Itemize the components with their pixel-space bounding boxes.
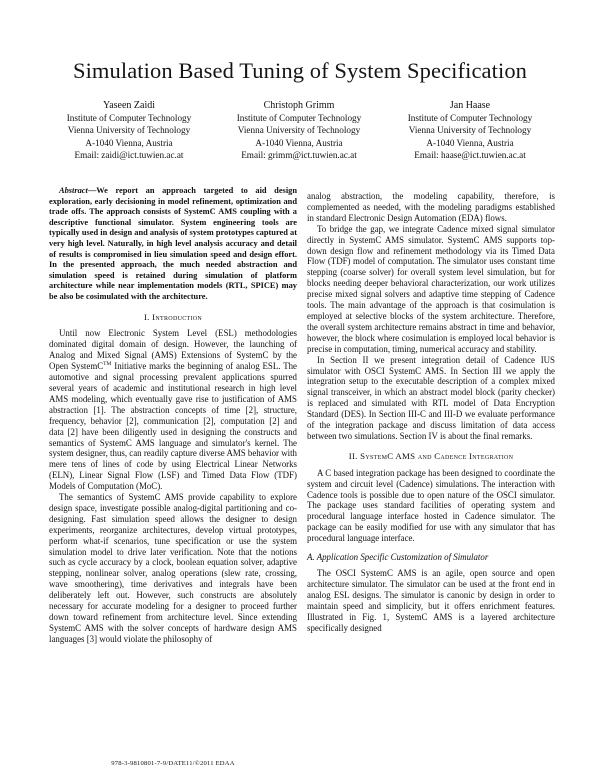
author-email: Email: haase@ict.tuwien.ac.at <box>414 150 526 161</box>
author-affiliation: Institute of Computer Technology <box>407 113 533 123</box>
right-column <box>307 191 555 633</box>
author-university: Vienna University of Technology <box>408 125 532 136</box>
author-address: A-1040 Vienna, Austria <box>85 137 173 148</box>
author-affiliation: Institute of Computer Technology <box>66 113 192 123</box>
author-name: Christoph Grimm <box>263 100 335 111</box>
author-card <box>209 99 389 162</box>
body-paragraph: analog abstraction, the modeling capability, therefore, is complemented as needed, with the modeling paradigms established in standard Electronic Design Automation (EDA) flows. <box>307 191 555 223</box>
author-name: Jan Haase <box>449 100 491 111</box>
author-name: Yaseen Zaidi <box>102 100 156 111</box>
subsection-heading: A. Application Specific Customization of Simulator <box>307 552 489 563</box>
abstract-label: Abstract <box>59 186 88 195</box>
section-heading-integration: II. SystemC AMS and Cadence Integration <box>348 450 514 461</box>
author-address: A-1040 Vienna, Austria <box>426 137 514 148</box>
author-affiliation: Institute of Computer Technology <box>236 113 362 123</box>
author-address: A-1040 Vienna, Austria <box>255 137 343 148</box>
author-block <box>0 99 600 165</box>
author-email: Email: zaidi@ict.tuwien.ac.at <box>74 150 184 161</box>
intro-text: Until now Electronic System Level (ESL) methodologies dominated digital domain of design. However, the launching of Analog and Mixed Signal (AMS) Extensions of SystemC by the Open SystemC <box>49 328 297 372</box>
author-card <box>39 99 219 162</box>
author-university: Vienna University of Technology <box>67 125 191 136</box>
trademark-mark: TM <box>103 361 112 368</box>
intro-paragraph <box>49 328 297 492</box>
author-card <box>380 99 560 162</box>
author-email: Email: grimm@ict.tuwien.ac.at <box>241 150 357 161</box>
left-column <box>49 186 297 645</box>
body-paragraph: In Section II we present integration detail of Cadence IUS simulator with OSCI SystemC AMS. In Section III we apply the integration setup to the executable description of a complex mixed signal transceiver, in which an abstract model block (parity checker) is replaced and simulated with RTL model of Data Encryption Standard (DES). In Section III-C and III-D we evaluate performance of the integration package and discuss limitation of data access between two simulations. Section IV is about the final remarks. <box>307 354 555 441</box>
abstract <box>49 186 297 303</box>
intro-text: Initiative marks the beginning of analog ESL. The automotive and signal processing prevalent applications spurred several years of academic and institutional research in high level AMS modeling, which eventually gave rise to justification of AMS abstraction [1]. The abstraction concepts of time [2], structure, frequency, behavior [2], communication [2], computation [2] and data [2] have been diligently used in designing the constructs and semantics of SystemC AMS language and simulator's kernel. The system designer, thus, can readily capture diverse AMS behavior with mere tens of lines of code by using Electrical Linear Networks (ELN), Linear Signal Flow (LSF) and Timed Data Flow (TDF) Models of Computation (MoC). <box>49 361 298 492</box>
body-paragraph: The OSCI SystemC AMS is an agile, open source and open architecture simulator. The simulator can be used at the front end in analog ESL designs. The simulator is canonic by design in order to maintain speed and simplicity, but it offers enrichment features. Illustrated in Fig. 1, SystemC AMS is a layered architecture specifically designed <box>307 568 555 633</box>
body-paragraph: To bridge the gap, we integrate Cadence mixed signal simulator directly in SystemC AMS simulator. SystemC AMS supports top-down design flow and refinement methodology via its Timed Data Flow (TDF) model of computation. The simulator uses constant time stepping (coarse solver) for overall system level simulation, but for blocks needing deeper behavioral characterization, our work utilizes precise mixed signal solvers and adaptive time stepping of Cadence tools. The main advantage of the approach is that cosimulation is employed at selective blocks of the system architecture. Therefore, the overall system architecture remains abstract in time and behavior, however, the block where cosimulation is employed local behavior is precise in computation, timing, numerical accuracy and stability. <box>307 223 555 354</box>
abstract-text: —We report an approach targeted to aid design exploration, early decisioning in model refinement, optimization and trade offs. The approach consists of SystemC AMS coupling with a descriptive functional simulator. System engineering tools are typically used in design and analysis of system prototypes captured at very high level. Naturally, in high level analysis accuracy and detail of results is compromised in lieu simulation speed and design effort. In the presented approach, the much needed abstraction and simulation speed is retained during simulation of platform architecture while near implementation models (RTL, SPICE) may be also be cosimulated with the architecture. <box>49 186 297 301</box>
author-university: Vienna University of Technology <box>237 125 361 136</box>
body-paragraph: A C based integration package has been designed to coordinate the system and circuit level (Cadence) simulations. The interaction with Cadence tools is possible due to open nature of the OSCI simulator. The package uses standard facilities of operating system and procedural language interface hosted in Cadence simulator. The package can be easily modified for use with any simulator that has procedural language interface. <box>307 467 555 544</box>
copyright-footer: 978-3-9810801-7-9/DATE11/©2011 EDAA <box>111 760 235 767</box>
paper-title: Simulation Based Tuning of System Specification <box>72 58 528 83</box>
intro-paragraph: The semantics of SystemC AMS provide capability to explore design space, investigate possible analog-digital partitioning and co-designing. Fast simulation speed allows the designer to design experiments, reorganize architectures, develop virtual prototypes, perform what-if scenarios, tune specification or use the system simulation model to drive later verification. Note that the notions such as cycle accuracy by a clock, boolean equation solver, adaptive stepping, nonlinear solver, analog operations (slew rate, crossing, wave smoothering), time derivatives and integrals have been deliberately left out. However, such constructs are absolutely necessary for accurate modeling for a designer to proceed further down toward refinement from architecture level. Since extending SystemC AMS with the solver concepts of hardware design AMS languages [3] would violate the philosophy of <box>49 492 297 644</box>
section-heading-introduction: I. Introduction <box>143 311 203 322</box>
